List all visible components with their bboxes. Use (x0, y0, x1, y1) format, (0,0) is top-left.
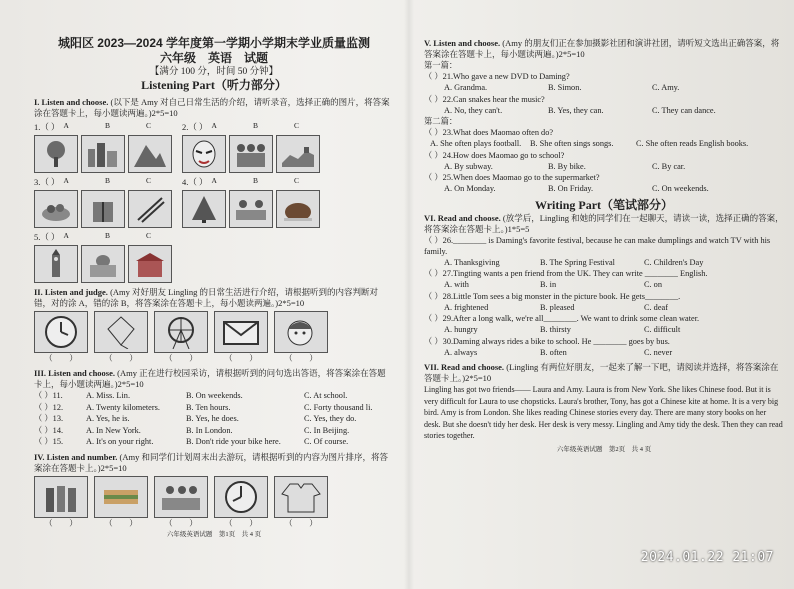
item-number: （ ）21. (424, 72, 454, 81)
question-3 (34, 176, 172, 228)
q-label: 5.（ ） (34, 232, 60, 242)
q-label: 2.（ ） (182, 122, 208, 132)
item-number: （ ）26. (424, 235, 454, 245)
answer-paren: （ ） (44, 518, 78, 528)
option-b: B. Simon. (548, 83, 582, 92)
envelope-picture (214, 311, 268, 353)
exam-subtitle: 六年级 英语 试题 (159, 51, 268, 65)
s6-options (424, 279, 784, 291)
section-5-part-2 (424, 127, 784, 195)
capitol-picture (81, 245, 125, 283)
option-b: B. pleased (540, 302, 575, 312)
q-label: 3.（ ） (34, 177, 60, 187)
answer-paren: （ ） (224, 518, 258, 528)
question-text: Daming always rides a bike to school. He ________ goes by bus. (453, 336, 670, 346)
s6-options (424, 257, 784, 269)
question-text: When does Maomao go to the supermarket? (453, 173, 600, 182)
item-number: （ ）12. (34, 402, 64, 412)
option-a: A. frightened (444, 302, 489, 312)
option-a: A. Twenty kilometers. (86, 402, 160, 412)
section-3-instruction: III. Listen and choose. (Amy 正在进行校园采访，请根据听到的问句选出答语，将答案涂在答题卡上，每小题读两遍。)2*5=10 (34, 368, 386, 389)
question-8 (154, 311, 208, 364)
option-b: B. The Spring Festival (540, 257, 615, 267)
item-number: （ ）28. (424, 291, 454, 301)
option-c: C. Yes, they do. (304, 414, 357, 423)
city-picture (81, 135, 125, 173)
turkey-picture (276, 190, 320, 228)
question-16 (34, 476, 88, 529)
question-text: After a long walk, we're all________. We want to drink some clean water. (453, 314, 700, 323)
item-number: （ ）27. (424, 269, 454, 278)
section-5-part-1 (424, 71, 784, 116)
passage-2-label: 第二篇： (424, 117, 458, 126)
passage-1-label: 第一篇： (424, 61, 458, 70)
option-a: A. Yes, he is. (86, 414, 130, 423)
tree-picture (34, 135, 78, 173)
question-5 (34, 231, 394, 283)
option-a: A. She often plays football. (430, 139, 522, 148)
question-20 (274, 476, 328, 529)
q-label: 1.（ ） (34, 122, 60, 132)
opera-mask-picture (182, 135, 226, 173)
wall-clock-picture (214, 476, 268, 518)
question-text: ________ is Daming's favorite festival, because he can make dumplings and watch TV with his family. (424, 235, 771, 256)
option-a: A. hungry (444, 325, 478, 334)
s5-options (424, 138, 784, 150)
writing-part-heading: Writing Part（笔试部分） (534, 197, 674, 212)
abc-labels: A B C (211, 121, 299, 130)
picnic-picture (154, 476, 208, 518)
s2-pictures (34, 311, 394, 364)
answer-paren: （ ） (284, 518, 318, 528)
s3-item (34, 402, 394, 414)
option-b: B. Yes, they can. (548, 105, 604, 115)
s5-options (424, 105, 784, 117)
option-c: C. Children's Day (644, 257, 704, 267)
section-6-instruction: VI. Read and choose. (放学后，Lingling 和她的同学们在一起聊天，请读一读，选择正确的答案，将答案涂在答题卡上。)1*5=5 (424, 212, 784, 234)
item-number: （ ）30. (424, 336, 454, 346)
item-number: （ ）14. (34, 425, 64, 435)
s5-question (424, 172, 784, 183)
option-b: B. On Friday. (548, 184, 594, 193)
big-ben-picture (34, 245, 78, 283)
s3-item (34, 390, 394, 402)
s6-question (424, 313, 784, 324)
clock-picture (34, 311, 88, 353)
abc-labels: A B C (63, 121, 151, 130)
option-c: C. She often reads English books. (636, 139, 749, 148)
item-number: （ ）13. (34, 414, 64, 423)
option-a: A. On Monday. (444, 184, 496, 193)
answer-paren: （ ） (164, 518, 198, 528)
question-4 (182, 176, 320, 228)
item-number: （ ）25. (424, 173, 454, 182)
answer-paren: （ ） (164, 354, 198, 363)
option-b: B. On weekends. (186, 391, 243, 400)
abc-labels: A B C (63, 176, 151, 185)
s5-options (424, 183, 784, 195)
option-a: A. Grandma. (444, 83, 488, 92)
option-a: A. No, they can't. (444, 105, 503, 115)
option-c: C. Amy. (652, 83, 680, 92)
question-10 (274, 311, 328, 364)
s6-question (424, 235, 784, 257)
reading-passage: Lingling has got two friends—— Laura and Amy. Laura is from New York. She likes Chinese food. But it is very difficult for Laura to use chopsticks. Laura's brother, Tony, has got a Chinese kite at home. It is a very big bird. Amy is from London. She likes reading Chinese stories every day. There are many story books on her desk. But she doesn't tidy her desk. Her desk is very messy. Lingling and Amy tidy the desk. Then they can read stories together. (424, 385, 783, 440)
s5-options (424, 82, 784, 94)
question-text: How does Maomao go to school? (453, 150, 565, 160)
option-c: C. At school. (304, 391, 348, 400)
section-1-instruction: I. Listen and choose. (以下是 Amy 对自己日常生活的介绍，请听录音，选择正确的图片，将答案涂在答题卡上，每小题读两遍。)2*5=10 (34, 97, 390, 118)
option-c: C. difficult (644, 325, 681, 334)
answer-paren: （ ） (284, 354, 318, 363)
option-b: B. By bike. (548, 161, 586, 171)
listening-part-heading: Listening Part（听力部分） (141, 78, 287, 92)
question-18 (154, 476, 208, 529)
tiananmen-picture (128, 245, 172, 283)
question-7 (94, 311, 148, 364)
item-number: （ ）15. (34, 437, 64, 446)
left-footer: 六年级英语试题 第1页 共 4 页 (166, 530, 262, 538)
option-c: C. Of course. (304, 437, 349, 446)
question-1 (34, 121, 172, 173)
option-b: B. in (540, 280, 557, 289)
s6-question (424, 291, 784, 302)
option-c: C. Forty thousand li. (304, 402, 373, 412)
question-text: Tingting wants a pen friend from the UK. They can write ________ English. (453, 269, 708, 278)
answer-paren: （ ） (224, 354, 258, 363)
s3-item (34, 413, 394, 425)
option-a: A. always (444, 347, 478, 357)
christmas-tree-picture (182, 190, 226, 228)
abc-labels: A B C (211, 176, 299, 185)
section-3-items (34, 390, 394, 448)
section-6-items (424, 235, 784, 359)
chopsticks-picture (128, 190, 172, 228)
right-footer: 六年级英语试题 第2页 共 4 页 (556, 445, 652, 453)
gift-picture (81, 190, 125, 228)
question-text: Can snakes hear the music? (453, 94, 545, 104)
option-a: A. Miss. Lin. (86, 391, 131, 400)
question-text: Who gave a new DVD to Daming? (453, 72, 570, 81)
s5-options (424, 161, 784, 173)
option-c: C. They can dance. (652, 105, 716, 115)
item-number: （ ）29. (424, 314, 454, 323)
answer-paren: （ ） (44, 354, 78, 363)
kite-picture (94, 311, 148, 353)
right-page (424, 6, 784, 584)
item-number: （ ）23. (424, 128, 454, 137)
jacket-picture (274, 476, 328, 518)
left-page (34, 6, 394, 584)
people-picture (229, 135, 273, 173)
food-picture (34, 190, 78, 228)
question-text: What does Maomao often do? (453, 128, 554, 137)
s1-row-2 (34, 176, 394, 228)
s1-row-1 (34, 121, 394, 173)
page-fold (404, 0, 414, 589)
question-6 (34, 311, 88, 364)
sandwich-picture (94, 476, 148, 518)
option-b: B. She often sings songs. (530, 139, 614, 148)
s4-pictures (34, 476, 394, 529)
option-b: B. Don't ride your bike here. (186, 437, 281, 446)
s5-question (424, 94, 784, 105)
s6-question (424, 336, 784, 347)
section-5-instruction: V. Listen and choose. (Amy 的朋友们正在参加摄影社团和演讲社团，请听短文选出正确答案，将答案涂在答题卡上，每小题读两遍。)2*5=10 (424, 38, 780, 59)
celebration-picture (229, 190, 273, 228)
option-b: B. Yes, he does. (186, 414, 239, 423)
option-a: A. It's on your right. (86, 437, 154, 446)
option-c: C. deaf (644, 302, 668, 312)
photo-timestamp: 2024.01.22 21:07 (640, 550, 774, 565)
option-c: C. never (644, 347, 673, 357)
option-b: B. thirsty (540, 325, 571, 334)
abc-labels: A B C (63, 231, 151, 240)
section-4-instruction: IV. Listen and number. (Amy 和同学们计划周末出去游玩，请根据听到的内容为图片排序，将答案涂在答题卡上。)2*5=10 (34, 451, 388, 473)
section-2-instruction: II. Listen and judge. (Amy 对好朋友 Lingling 的日常生活进行介绍，请根据听到的内容判断对错，对的涂 A，错的涂 B，将答案涂在答题卡上，每小题读两遍。)2*5=10 (34, 287, 379, 308)
s6-question (424, 268, 784, 279)
bottles-picture (34, 476, 88, 518)
item-number: （ ）22. (424, 94, 454, 104)
option-c: C. on (644, 280, 662, 289)
option-c: C. By car. (652, 161, 686, 171)
question-17 (94, 476, 148, 529)
s5-question (424, 71, 784, 82)
ferris-wheel-picture (154, 311, 208, 353)
option-a: A. with (444, 280, 469, 289)
question-19 (214, 476, 268, 529)
option-c: C. In Beijing. (304, 425, 350, 435)
item-number: （ ）11. (34, 391, 63, 400)
s6-options (424, 347, 784, 359)
question-2 (182, 121, 320, 173)
sick-child-picture (274, 311, 328, 353)
option-b: B. Ten hours. (186, 402, 231, 412)
option-a: A. By subway. (444, 161, 493, 171)
s3-item (34, 436, 394, 448)
answer-paren: （ ） (104, 518, 138, 528)
s5-question (424, 127, 784, 138)
answer-paren: （ ） (104, 354, 138, 363)
option-c: C. On weekends. (652, 184, 709, 193)
section-7-instruction: VII. Read and choose. (Lingling 有两位好朋友，一起来了解一下吧，请阅读并选择，将答案涂在答题卡上。)2*5=10 (424, 362, 779, 383)
s3-item (34, 425, 394, 437)
s5-question (424, 150, 784, 161)
option-a: A. In New York. (86, 425, 141, 435)
question-text: Little Tom sees a big monster in the picture book. He gets________. (453, 291, 681, 301)
option-b: B. In London. (186, 425, 233, 435)
question-9 (214, 311, 268, 364)
exam-title: 城阳区 2023—2024 学年度第一学期小学期末学业质量监测 (57, 36, 371, 50)
s6-options (424, 324, 784, 336)
q-label: 4.（ ） (182, 177, 208, 187)
mountain-picture (128, 135, 172, 173)
score-line: 【满分 100 分，时间 50 分钟】 (149, 67, 279, 77)
option-a: A. Thanksgiving (444, 257, 500, 267)
great-wall-picture (276, 135, 320, 173)
item-number: （ ）24. (424, 150, 454, 160)
s6-options (424, 302, 784, 314)
option-b: B. often (540, 347, 567, 357)
